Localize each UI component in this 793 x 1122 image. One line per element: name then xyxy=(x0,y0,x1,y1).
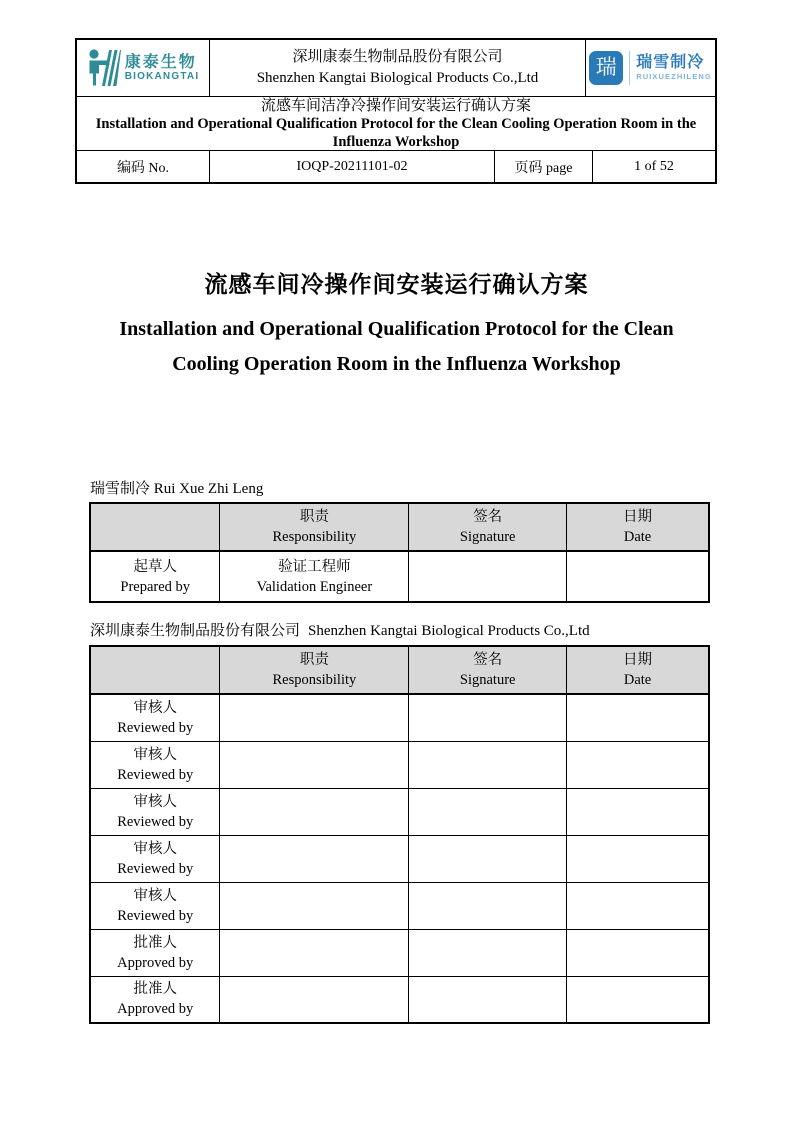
responsibility-header-cell xyxy=(220,646,409,694)
main-title-en xyxy=(0,312,793,382)
responsibility-cell xyxy=(220,882,409,929)
ruixue-logo-text xyxy=(636,54,712,82)
signature-cell xyxy=(409,741,567,788)
date-cell xyxy=(567,882,709,929)
role-cell-text: 审核人 xyxy=(133,793,177,810)
signature-cell xyxy=(409,551,567,602)
signature-table-header-row xyxy=(90,503,709,551)
date-header-cell xyxy=(567,646,709,694)
main-title-en-line2: Cooling Operation Room in the Influenza Workshop xyxy=(172,353,621,375)
code-label: 编码 No. xyxy=(116,160,170,176)
company-name-en: Shenzhen Kangtai Biological Products Co.,Ltd xyxy=(256,70,539,86)
date-header-cn: 日期 xyxy=(623,652,653,668)
signature-cell xyxy=(409,835,567,882)
biokangtai-logo-en: BIOKANGTAI xyxy=(124,70,200,82)
responsibility-header-cn: 职责 xyxy=(299,652,329,668)
responsibility-cell-text: Validation Engineer xyxy=(256,578,373,595)
role-cell-text: Reviewed by xyxy=(117,860,194,877)
date-cell xyxy=(567,551,709,602)
page-value: 1 of 52 xyxy=(592,151,715,182)
role-cell-text: Reviewed by xyxy=(117,719,194,736)
biokangtai-logo-cn: 康泰生物 xyxy=(124,53,197,71)
signature-cell xyxy=(409,882,567,929)
date-cell xyxy=(567,976,709,1023)
signature-cell xyxy=(409,694,567,741)
responsibility-cell xyxy=(220,741,409,788)
role-header-cell xyxy=(90,646,220,694)
responsibility-cell xyxy=(220,694,409,741)
signature-table-row xyxy=(90,835,709,882)
main-title-cn: 流感车间冷操作间安装运行确认方案 xyxy=(204,272,589,297)
role-cell-text: 审核人 xyxy=(133,840,177,857)
biokangtai-logo-icon xyxy=(87,48,121,88)
section1-label: 瑞雪制冷 Rui Xue Zhi Leng xyxy=(90,481,264,497)
role-header-cell xyxy=(90,503,220,551)
date-cell xyxy=(567,694,709,741)
role-cell xyxy=(90,551,220,602)
responsibility-header-cn: 职责 xyxy=(299,509,329,525)
signature-header-cell xyxy=(409,646,567,694)
role-cell-text: Reviewed by xyxy=(117,907,194,924)
date-header-cn: 日期 xyxy=(623,509,653,525)
signature-table-row xyxy=(90,788,709,835)
date-cell xyxy=(567,929,709,976)
company-name-cell xyxy=(209,40,585,96)
biokangtai-logo-text xyxy=(125,54,200,83)
ruixue-logo xyxy=(585,40,715,96)
ruixue-logo-divider xyxy=(629,51,630,85)
signature-header-cn: 签名 xyxy=(473,652,503,668)
role-cell-text: Approved by xyxy=(117,954,194,971)
role-cell xyxy=(90,929,220,976)
date-header-en: Date xyxy=(623,529,652,545)
role-cell-text: 批准人 xyxy=(133,934,177,951)
role-cell xyxy=(90,835,220,882)
responsibility-header-en: Responsibility xyxy=(272,672,357,688)
role-cell xyxy=(90,788,220,835)
role-cell xyxy=(90,976,220,1023)
role-cell-text: Reviewed by xyxy=(117,766,194,783)
doc-title-cn: 流感车间洁净冷操作间安装运行确认方案 xyxy=(260,97,531,114)
date-cell xyxy=(567,741,709,788)
doc-title-en: Installation and Operational Qualification Protocol for the Clean Cooling Operation Room in the Influenza Workshop xyxy=(95,115,697,150)
signature-table-row xyxy=(90,976,709,1023)
responsibility-header-en: Responsibility xyxy=(272,529,357,545)
role-cell-text: 审核人 xyxy=(133,699,177,716)
responsibility-cell xyxy=(220,551,409,602)
responsibility-cell xyxy=(220,835,409,882)
signature-cell xyxy=(409,929,567,976)
signature-table-row xyxy=(90,551,709,602)
section2-label-cn: 深圳康泰生物制品股份有限公司 xyxy=(90,623,301,639)
role-cell xyxy=(90,694,220,741)
ruixue-logo-en: RUIXUEZHILENG xyxy=(636,72,712,81)
date-cell xyxy=(567,788,709,835)
responsibility-header-cell xyxy=(220,503,409,551)
role-cell-text: 起草人 xyxy=(133,558,177,575)
signature-header-en: Signature xyxy=(459,672,516,688)
section2-label xyxy=(90,619,590,640)
role-cell-text: 审核人 xyxy=(133,887,177,904)
header-code-row xyxy=(77,150,715,182)
date-header-cell xyxy=(567,503,709,551)
ruixue-logo-glyph: 瑞 xyxy=(595,56,617,79)
role-cell-text: Approved by xyxy=(117,1001,194,1018)
ruixue-signature-table xyxy=(89,502,710,603)
signature-table-row xyxy=(90,929,709,976)
header-logo-row xyxy=(77,40,715,96)
role-cell-text: 审核人 xyxy=(133,746,177,763)
role-cell-text: Prepared by xyxy=(120,578,191,595)
signature-header-en: Signature xyxy=(459,529,516,545)
signature-table-row xyxy=(90,741,709,788)
role-cell-text: Reviewed by xyxy=(117,813,194,830)
signature-table-row xyxy=(90,882,709,929)
date-cell xyxy=(567,835,709,882)
section2-label-en: Shenzhen Kangtai Biological Products Co.,Ltd xyxy=(308,623,590,639)
role-cell xyxy=(90,741,220,788)
page-label: 页码 page xyxy=(494,151,592,182)
responsibility-cell xyxy=(220,976,409,1023)
date-header-en: Date xyxy=(623,672,652,688)
document-header-table xyxy=(75,38,717,184)
responsibility-cell-text: 验证工程师 xyxy=(278,558,351,575)
role-cell xyxy=(90,882,220,929)
signature-cell xyxy=(409,976,567,1023)
role-cell-text: 批准人 xyxy=(133,981,177,998)
signature-table-row xyxy=(90,694,709,741)
header-doc-title-row xyxy=(77,96,715,150)
signature-cell xyxy=(409,788,567,835)
ruixue-logo-icon xyxy=(589,51,623,85)
company-name-cn: 深圳康泰生物制品股份有限公司 xyxy=(292,49,503,65)
responsibility-cell xyxy=(220,788,409,835)
signature-header-cell xyxy=(409,503,567,551)
responsibility-cell xyxy=(220,929,409,976)
biokangtai-logo xyxy=(77,40,209,96)
kangtai-signature-table xyxy=(89,645,710,1024)
code-value: IOQP-20211101-02 xyxy=(209,151,494,182)
signature-header-cn: 签名 xyxy=(473,509,503,525)
signature-table-header-row xyxy=(90,646,709,694)
ruixue-logo-cn: 瑞雪制冷 xyxy=(636,54,705,71)
main-title-en-line1: Installation and Operational Qualification Protocol for the Clean xyxy=(119,318,674,340)
